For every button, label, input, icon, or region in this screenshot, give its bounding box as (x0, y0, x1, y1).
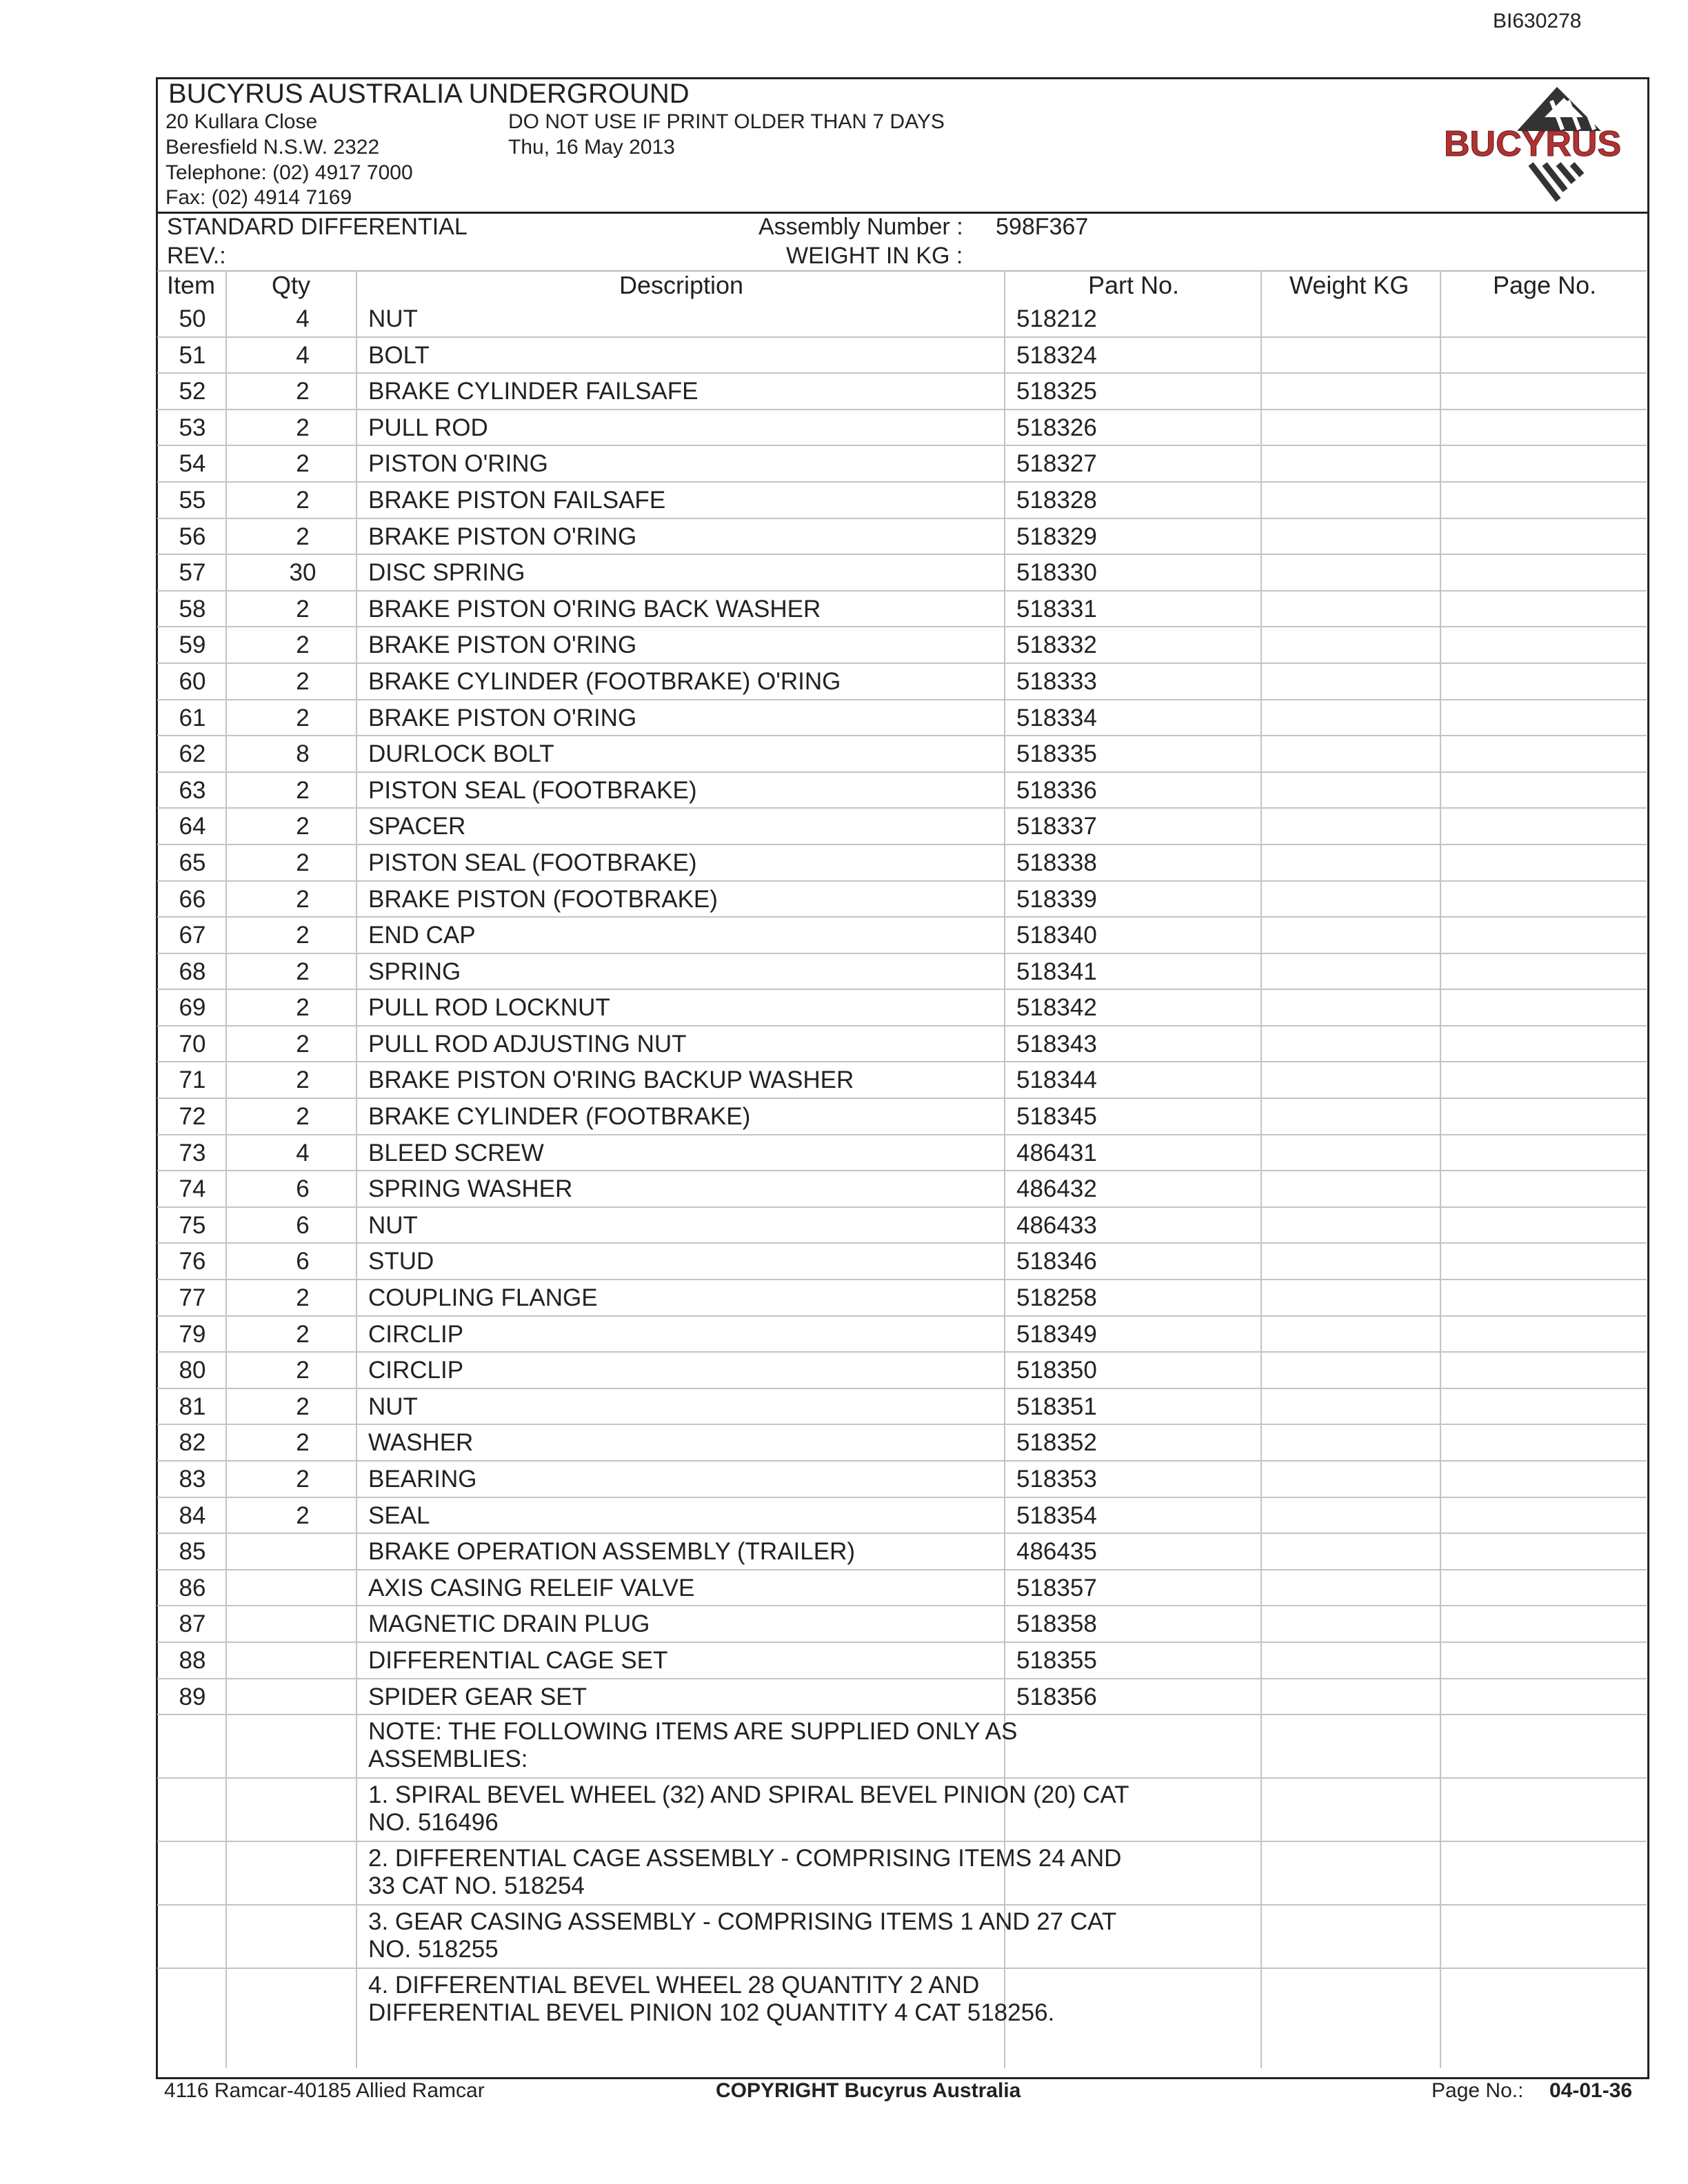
table-row (157, 1606, 1647, 1643)
table-row (157, 1317, 1647, 1353)
item-cell: 62 (179, 740, 206, 768)
description-cell: NUT (368, 1211, 418, 1239)
qty-cell: 2 (296, 450, 310, 478)
item-cell: 60 (179, 667, 206, 695)
part-number-cell: 518341 (1016, 958, 1097, 985)
item-cell: 58 (179, 595, 206, 623)
part-number-cell: 518339 (1016, 885, 1097, 913)
note-row (157, 1715, 1647, 1779)
column-header-qty: Qty (272, 271, 311, 299)
note-text: 4. DIFFERENTIAL BEVEL WHEEL 28 QUANTITY 2 AND DIFFERENTIAL BEVEL PINION 102 QUANTITY 4 CAT 518256. (368, 1972, 1055, 2027)
qty-cell: 4 (296, 341, 310, 369)
qty-cell: 2 (296, 486, 310, 514)
part-number-cell: 518327 (1016, 450, 1097, 478)
description-cell: BRAKE PISTON O'RING BACKUP WASHER (368, 1066, 854, 1094)
part-number-cell: 518357 (1016, 1574, 1097, 1601)
table-row (157, 446, 1647, 483)
qty-cell: 2 (296, 994, 310, 1022)
note-text: NOTE: THE FOLLOWING ITEMS ARE SUPPLIED ONLY AS ASSEMBLIES: (368, 1718, 1018, 1773)
qty-cell: 2 (296, 1030, 310, 1058)
column-header-part-no: Part No. (1088, 271, 1180, 299)
column-header-item: Item (167, 271, 216, 299)
description-cell: BLEED SCREW (368, 1139, 544, 1166)
part-number-cell: 518338 (1016, 849, 1097, 876)
part-number-cell: 518326 (1016, 414, 1097, 441)
column-header-page: Page No. (1493, 271, 1597, 299)
description-cell: PISTON SEAL (FOOTBRAKE) (368, 849, 697, 876)
column-header-weight: Weight KG (1289, 271, 1409, 299)
part-number-cell: 518343 (1016, 1030, 1097, 1058)
table-row (157, 1534, 1647, 1570)
table-row (157, 483, 1647, 519)
qty-cell: 6 (296, 1211, 310, 1239)
description-cell: END CAP (368, 922, 476, 949)
qty-cell: 2 (296, 378, 310, 405)
qty-cell: 2 (296, 1502, 310, 1529)
description-cell: BRAKE PISTON O'RING (368, 523, 637, 550)
footer-page-label: Page No.: (1431, 2079, 1524, 2102)
part-number-cell: 518358 (1016, 1610, 1097, 1638)
part-number-cell: 518330 (1016, 559, 1097, 587)
item-cell: 51 (179, 341, 206, 369)
item-cell: 87 (179, 1610, 206, 1638)
qty-cell: 2 (296, 1284, 310, 1312)
table-row (157, 1570, 1647, 1607)
qty-cell: 2 (296, 414, 310, 441)
item-cell: 80 (179, 1357, 206, 1384)
assembly-number-label: Assembly Number : (758, 214, 963, 240)
description-cell: BRAKE PISTON O'RING BACK WASHER (368, 595, 821, 623)
qty-cell: 2 (296, 595, 310, 623)
note-text: 1. SPIRAL BEVEL WHEEL (32) AND SPIRAL BEVEL PINION (20) CAT NO. 516496 (368, 1781, 1129, 1837)
qty-cell: 2 (296, 1357, 310, 1384)
item-cell: 72 (179, 1103, 206, 1131)
part-number-cell: 518344 (1016, 1066, 1097, 1094)
footer-reference: 4116 Ramcar-40185 Allied Ramcar (164, 2079, 485, 2102)
qty-cell: 6 (296, 1248, 310, 1275)
qty-cell: 2 (296, 849, 310, 876)
qty-cell: 6 (296, 1175, 310, 1203)
item-cell: 64 (179, 813, 206, 840)
assembly-name: STANDARD DIFFERENTIAL (167, 214, 468, 240)
print-date: Thu, 16 May 2013 (508, 136, 675, 159)
table-row (157, 1027, 1647, 1063)
description-cell: BRAKE PISTON (FOOTBRAKE) (368, 885, 718, 913)
description-cell: SEAL (368, 1502, 430, 1529)
table-header-top-line (157, 270, 1647, 272)
item-cell: 66 (179, 885, 206, 913)
qty-cell: 2 (296, 1429, 310, 1457)
part-number-cell: 518332 (1016, 631, 1097, 659)
description-cell: CIRCLIP (368, 1357, 464, 1384)
description-cell: SPACER (368, 813, 466, 840)
table-row (157, 1171, 1647, 1208)
table-row (157, 882, 1647, 918)
qty-cell: 2 (296, 667, 310, 695)
item-cell: 59 (179, 631, 206, 659)
item-cell: 71 (179, 1066, 206, 1094)
item-cell: 76 (179, 1248, 206, 1275)
company-name: BUCYRUS AUSTRALIA UNDERGROUND (168, 79, 690, 109)
note-text: 2. DIFFERENTIAL CAGE ASSEMBLY - COMPRISING ITEMS 24 AND 33 CAT NO. 518254 (368, 1845, 1122, 1900)
table-row (157, 1244, 1647, 1280)
qty-cell: 2 (296, 1320, 310, 1348)
address-line: Telephone: (02) 4917 7000 (165, 161, 413, 184)
description-cell: PULL ROD ADJUSTING NUT (368, 1030, 687, 1058)
revision-label: REV.: (167, 243, 226, 269)
part-number-cell: 518333 (1016, 667, 1097, 695)
note-row (157, 1842, 1647, 1905)
qty-cell: 2 (296, 704, 310, 731)
table-row (157, 1389, 1647, 1426)
description-cell: SPIDER GEAR SET (368, 1683, 587, 1710)
footer-copyright: COPYRIGHT Bucyrus Australia (716, 2079, 1021, 2102)
column-header-description: Description (619, 271, 744, 299)
part-number-cell: 518352 (1016, 1429, 1097, 1457)
table-row (157, 1062, 1647, 1099)
item-cell: 85 (179, 1538, 206, 1566)
table-row (157, 700, 1647, 737)
assembly-number: 598F367 (996, 214, 1089, 240)
item-cell: 82 (179, 1429, 206, 1457)
part-number-cell: 486435 (1016, 1538, 1097, 1566)
item-cell: 52 (179, 378, 206, 405)
item-cell: 54 (179, 450, 206, 478)
table-row (157, 1099, 1647, 1135)
item-cell: 56 (179, 523, 206, 550)
item-cell: 88 (179, 1646, 206, 1674)
description-cell: BRAKE PISTON O'RING (368, 704, 637, 731)
description-cell: MAGNETIC DRAIN PLUG (368, 1610, 650, 1638)
part-number-cell: 518345 (1016, 1103, 1097, 1131)
table-row (157, 1353, 1647, 1389)
part-number-cell: 486431 (1016, 1139, 1097, 1166)
part-number-cell: 518350 (1016, 1357, 1097, 1384)
assembly-notes (157, 1715, 1647, 2050)
description-cell: NUT (368, 305, 418, 332)
parts-table-body (157, 301, 1647, 1715)
item-cell: 65 (179, 849, 206, 876)
item-cell: 63 (179, 776, 206, 804)
item-cell: 79 (179, 1320, 206, 1348)
part-number-cell: 486432 (1016, 1175, 1097, 1203)
table-row (157, 809, 1647, 845)
qty-cell: 30 (289, 559, 316, 587)
table-row (157, 627, 1647, 664)
qty-cell: 2 (296, 631, 310, 659)
part-number-cell: 518334 (1016, 704, 1097, 731)
part-number-cell: 518346 (1016, 1248, 1097, 1275)
description-cell: BRAKE OPERATION ASSEMBLY (TRAILER) (368, 1538, 856, 1566)
part-number-cell: 518340 (1016, 922, 1097, 949)
table-row (157, 1643, 1647, 1679)
table-row (157, 664, 1647, 700)
item-cell: 55 (179, 486, 206, 514)
table-row (157, 1462, 1647, 1498)
item-cell: 53 (179, 414, 206, 441)
part-number-cell: 518328 (1016, 486, 1097, 514)
print-warning: DO NOT USE IF PRINT OLDER THAN 7 DAYS (508, 110, 945, 133)
part-number-cell: 518353 (1016, 1466, 1097, 1493)
table-row (157, 954, 1647, 991)
qty-cell: 2 (296, 1466, 310, 1493)
qty-cell: 8 (296, 740, 310, 768)
table-row (157, 1135, 1647, 1172)
address-line: Beresfield N.S.W. 2322 (165, 136, 380, 159)
item-cell: 86 (179, 1574, 206, 1601)
description-cell: BRAKE PISTON FAILSAFE (368, 486, 666, 514)
part-number-cell: 518351 (1016, 1393, 1097, 1420)
logo-text: BUCYRUS (1444, 124, 1622, 164)
item-cell: 67 (179, 922, 206, 949)
part-number-cell: 518331 (1016, 595, 1097, 623)
note-text: 3. GEAR CASING ASSEMBLY - COMPRISING ITEMS 1 AND 27 CAT NO. 518255 (368, 1908, 1116, 1963)
description-cell: SPRING (368, 958, 461, 985)
item-cell: 70 (179, 1030, 206, 1058)
item-cell: 77 (179, 1284, 206, 1312)
address-line: 20 Kullara Close (165, 110, 318, 133)
item-cell: 81 (179, 1393, 206, 1420)
footer-page-number: 04-01-36 (1549, 2079, 1633, 2102)
part-number-cell: 518212 (1016, 305, 1097, 332)
weight-label: WEIGHT IN KG : (786, 243, 963, 269)
description-cell: SPRING WASHER (368, 1175, 573, 1203)
part-number-cell: 518349 (1016, 1320, 1097, 1348)
item-cell: 75 (179, 1211, 206, 1239)
note-row (157, 1969, 1647, 2050)
table-row (157, 519, 1647, 556)
note-row (157, 1905, 1647, 1969)
bucyrus-logo (1441, 81, 1641, 205)
description-cell: PULL ROD LOCKNUT (368, 994, 610, 1022)
item-cell: 83 (179, 1466, 206, 1493)
description-cell: DISC SPRING (368, 559, 525, 587)
item-cell: 84 (179, 1502, 206, 1529)
part-number-cell: 518355 (1016, 1646, 1097, 1674)
part-number-cell: 518336 (1016, 776, 1097, 804)
description-cell: PISTON SEAL (FOOTBRAKE) (368, 776, 697, 804)
description-cell: NUT (368, 1393, 418, 1420)
part-number-cell: 518329 (1016, 523, 1097, 550)
description-cell: BRAKE PISTON O'RING (368, 631, 637, 659)
table-row (157, 918, 1647, 954)
part-number-cell: 518356 (1016, 1683, 1097, 1710)
part-number-cell: 518258 (1016, 1284, 1097, 1312)
part-number-cell: 518342 (1016, 994, 1097, 1022)
table-row (157, 1280, 1647, 1317)
description-cell: CIRCLIP (368, 1320, 464, 1348)
item-cell: 74 (179, 1175, 206, 1203)
description-cell: BEARING (368, 1466, 477, 1493)
qty-cell: 4 (296, 305, 310, 332)
description-cell: DURLOCK BOLT (368, 740, 554, 768)
description-cell: COUPLING FLANGE (368, 1284, 598, 1312)
part-number-cell: 518324 (1016, 341, 1097, 369)
description-cell: PISTON O'RING (368, 450, 548, 478)
qty-cell: 4 (296, 1139, 310, 1166)
table-row (157, 555, 1647, 592)
table-row (157, 1498, 1647, 1535)
description-cell: BRAKE CYLINDER (FOOTBRAKE) (368, 1103, 751, 1131)
description-cell: WASHER (368, 1429, 474, 1457)
qty-cell: 2 (296, 1103, 310, 1131)
table-row (157, 301, 1647, 338)
note-row (157, 1779, 1647, 1842)
qty-cell: 2 (296, 885, 310, 913)
part-number-cell: 518354 (1016, 1502, 1097, 1529)
description-cell: BRAKE CYLINDER FAILSAFE (368, 378, 699, 405)
description-cell: STUD (368, 1248, 434, 1275)
part-number-cell: 486433 (1016, 1211, 1097, 1239)
table-row (157, 410, 1647, 447)
table-row (157, 736, 1647, 773)
description-cell: AXIS CASING RELEIF VALVE (368, 1574, 695, 1601)
table-row (157, 990, 1647, 1027)
part-number-cell: 518337 (1016, 813, 1097, 840)
item-cell: 50 (179, 305, 206, 332)
qty-cell: 2 (296, 958, 310, 985)
item-cell: 61 (179, 704, 206, 731)
item-cell: 57 (179, 559, 206, 587)
description-cell: BRAKE CYLINDER (FOOTBRAKE) O'RING (368, 667, 841, 695)
address-line: Fax: (02) 4914 7169 (165, 186, 352, 209)
description-cell: BOLT (368, 341, 430, 369)
item-cell: 69 (179, 994, 206, 1022)
table-row (157, 374, 1647, 410)
part-number-cell: 518335 (1016, 740, 1097, 768)
table-row (157, 845, 1647, 882)
qty-cell: 2 (296, 813, 310, 840)
table-row (157, 338, 1647, 374)
item-cell: 73 (179, 1139, 206, 1166)
description-cell: DIFFERENTIAL CAGE SET (368, 1646, 668, 1674)
description-cell: PULL ROD (368, 414, 488, 441)
qty-cell: 2 (296, 523, 310, 550)
item-cell: 89 (179, 1683, 206, 1710)
table-row (157, 592, 1647, 628)
table-row (157, 1208, 1647, 1244)
qty-cell: 2 (296, 1066, 310, 1094)
table-row (157, 773, 1647, 809)
qty-cell: 2 (296, 1393, 310, 1420)
qty-cell: 2 (296, 776, 310, 804)
document-id: BI630278 (1493, 10, 1582, 32)
item-cell: 68 (179, 958, 206, 985)
qty-cell: 2 (296, 922, 310, 949)
table-row (157, 1425, 1647, 1462)
part-number-cell: 518325 (1016, 378, 1097, 405)
table-row (157, 1679, 1647, 1716)
